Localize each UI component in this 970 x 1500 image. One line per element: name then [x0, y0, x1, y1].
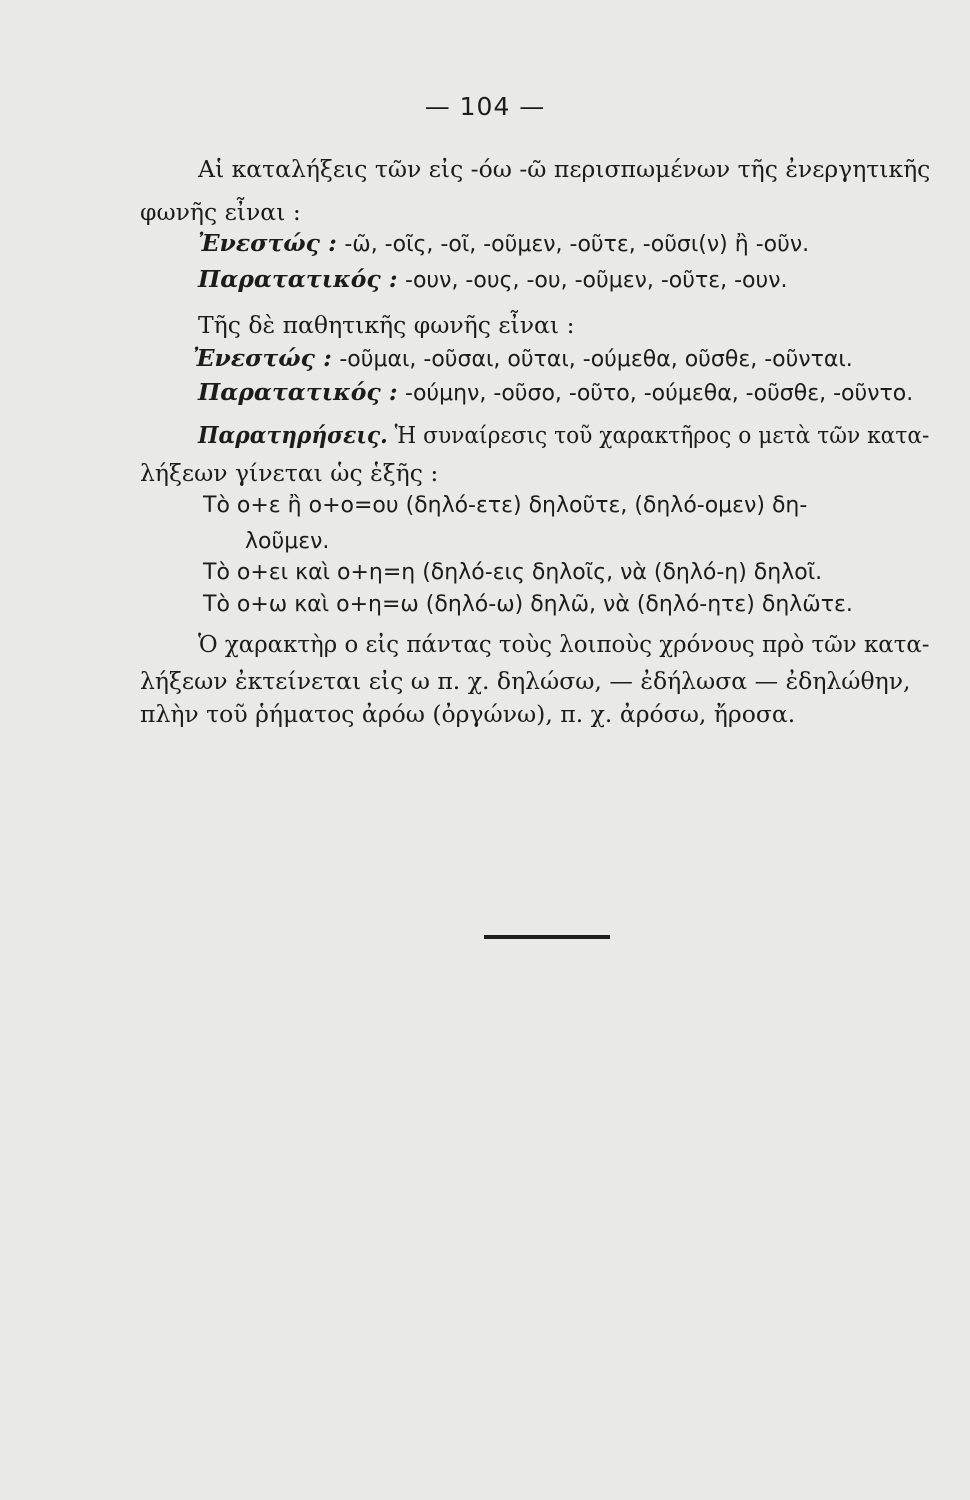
text-line: Τὸ ο+ω καὶ ο+η=ω (δηλό-ω) δηλῶ, νὰ (δηλό-ητε) δηλῶτε. — [203, 592, 853, 617]
text-line: φωνῆς εἶναι : — [140, 198, 301, 226]
text-line: λοῦμεν. — [245, 529, 330, 554]
remarks-label: Παρατηρήσεις. — [198, 421, 388, 449]
ending-list: -ουν, -ους, -ου, -οῦμεν, -οῦτε, -ουν. — [405, 268, 788, 293]
text-line: Ὁ χαρακτὴρ ο εἰς πάντας τοὺς λοιποὺς χρόνους πρὸ τῶν κατα- — [198, 630, 930, 658]
text-line — [193, 344, 853, 372]
text-line — [198, 229, 810, 257]
ending-list: -οῦμαι, -οῦσαι, οῦται, -ούμεθα, οῦσθε, -οῦνται. — [339, 347, 853, 372]
text-line: πλὴν τοῦ ῥήματος ἀρόω (ὀργώνω), π. χ. ἀρόσω, ἤροσα. — [140, 700, 796, 728]
text-line: Αἱ καταλήξεις τῶν εἰς -όω -ῶ περισπωμένων τῆς ἐνεργητικῆς — [198, 155, 931, 183]
text-line: Τὸ ο+ει καὶ ο+η=η (δηλό-εις δηλοῖς, νὰ (δηλό-η) δηλοῖ. — [203, 560, 823, 585]
remarks-text: Ἡ συναίρεσις τοῦ χαρακτῆρος ο μετὰ τῶν κατα- — [394, 421, 930, 449]
tense-label: Ἐνεστώς : — [193, 344, 332, 372]
tense-label: Παρατατικός : — [198, 378, 398, 406]
text-line — [198, 265, 788, 293]
tense-label: Παρατατικός : — [198, 265, 398, 293]
text-line — [198, 421, 930, 449]
text-line: λήξεων ἐκτείνεται εἰς ω π. χ. δηλώσω, — ἐδήλωσα — ἐδηλώθην, — [140, 667, 911, 695]
section-divider — [484, 935, 610, 939]
ending-list: -ῶ, -οῖς, -οῖ, -οῦμεν, -οῦτε, -οῦσι(ν) ἢ -οῦν. — [344, 232, 810, 257]
text-line — [198, 378, 914, 406]
text-line: Τῆς δὲ παθητικῆς φωνῆς εἶναι : — [198, 311, 575, 339]
ending-list: -ούμην, -οῦσο, -οῦτο, -ούμεθα, -οῦσθε, -οῦντο. — [405, 381, 914, 406]
page-number: — 104 — — [424, 92, 546, 121]
text-line: λήξεων γίνεται ὡς ἑξῆς : — [140, 459, 439, 487]
tense-label: Ἐνεστώς : — [198, 229, 337, 257]
text-line: Τὸ ο+ε ἢ ο+ο=ου (δηλό-ετε) δηλοῦτε, (δηλό-ομεν) δη- — [203, 493, 808, 518]
